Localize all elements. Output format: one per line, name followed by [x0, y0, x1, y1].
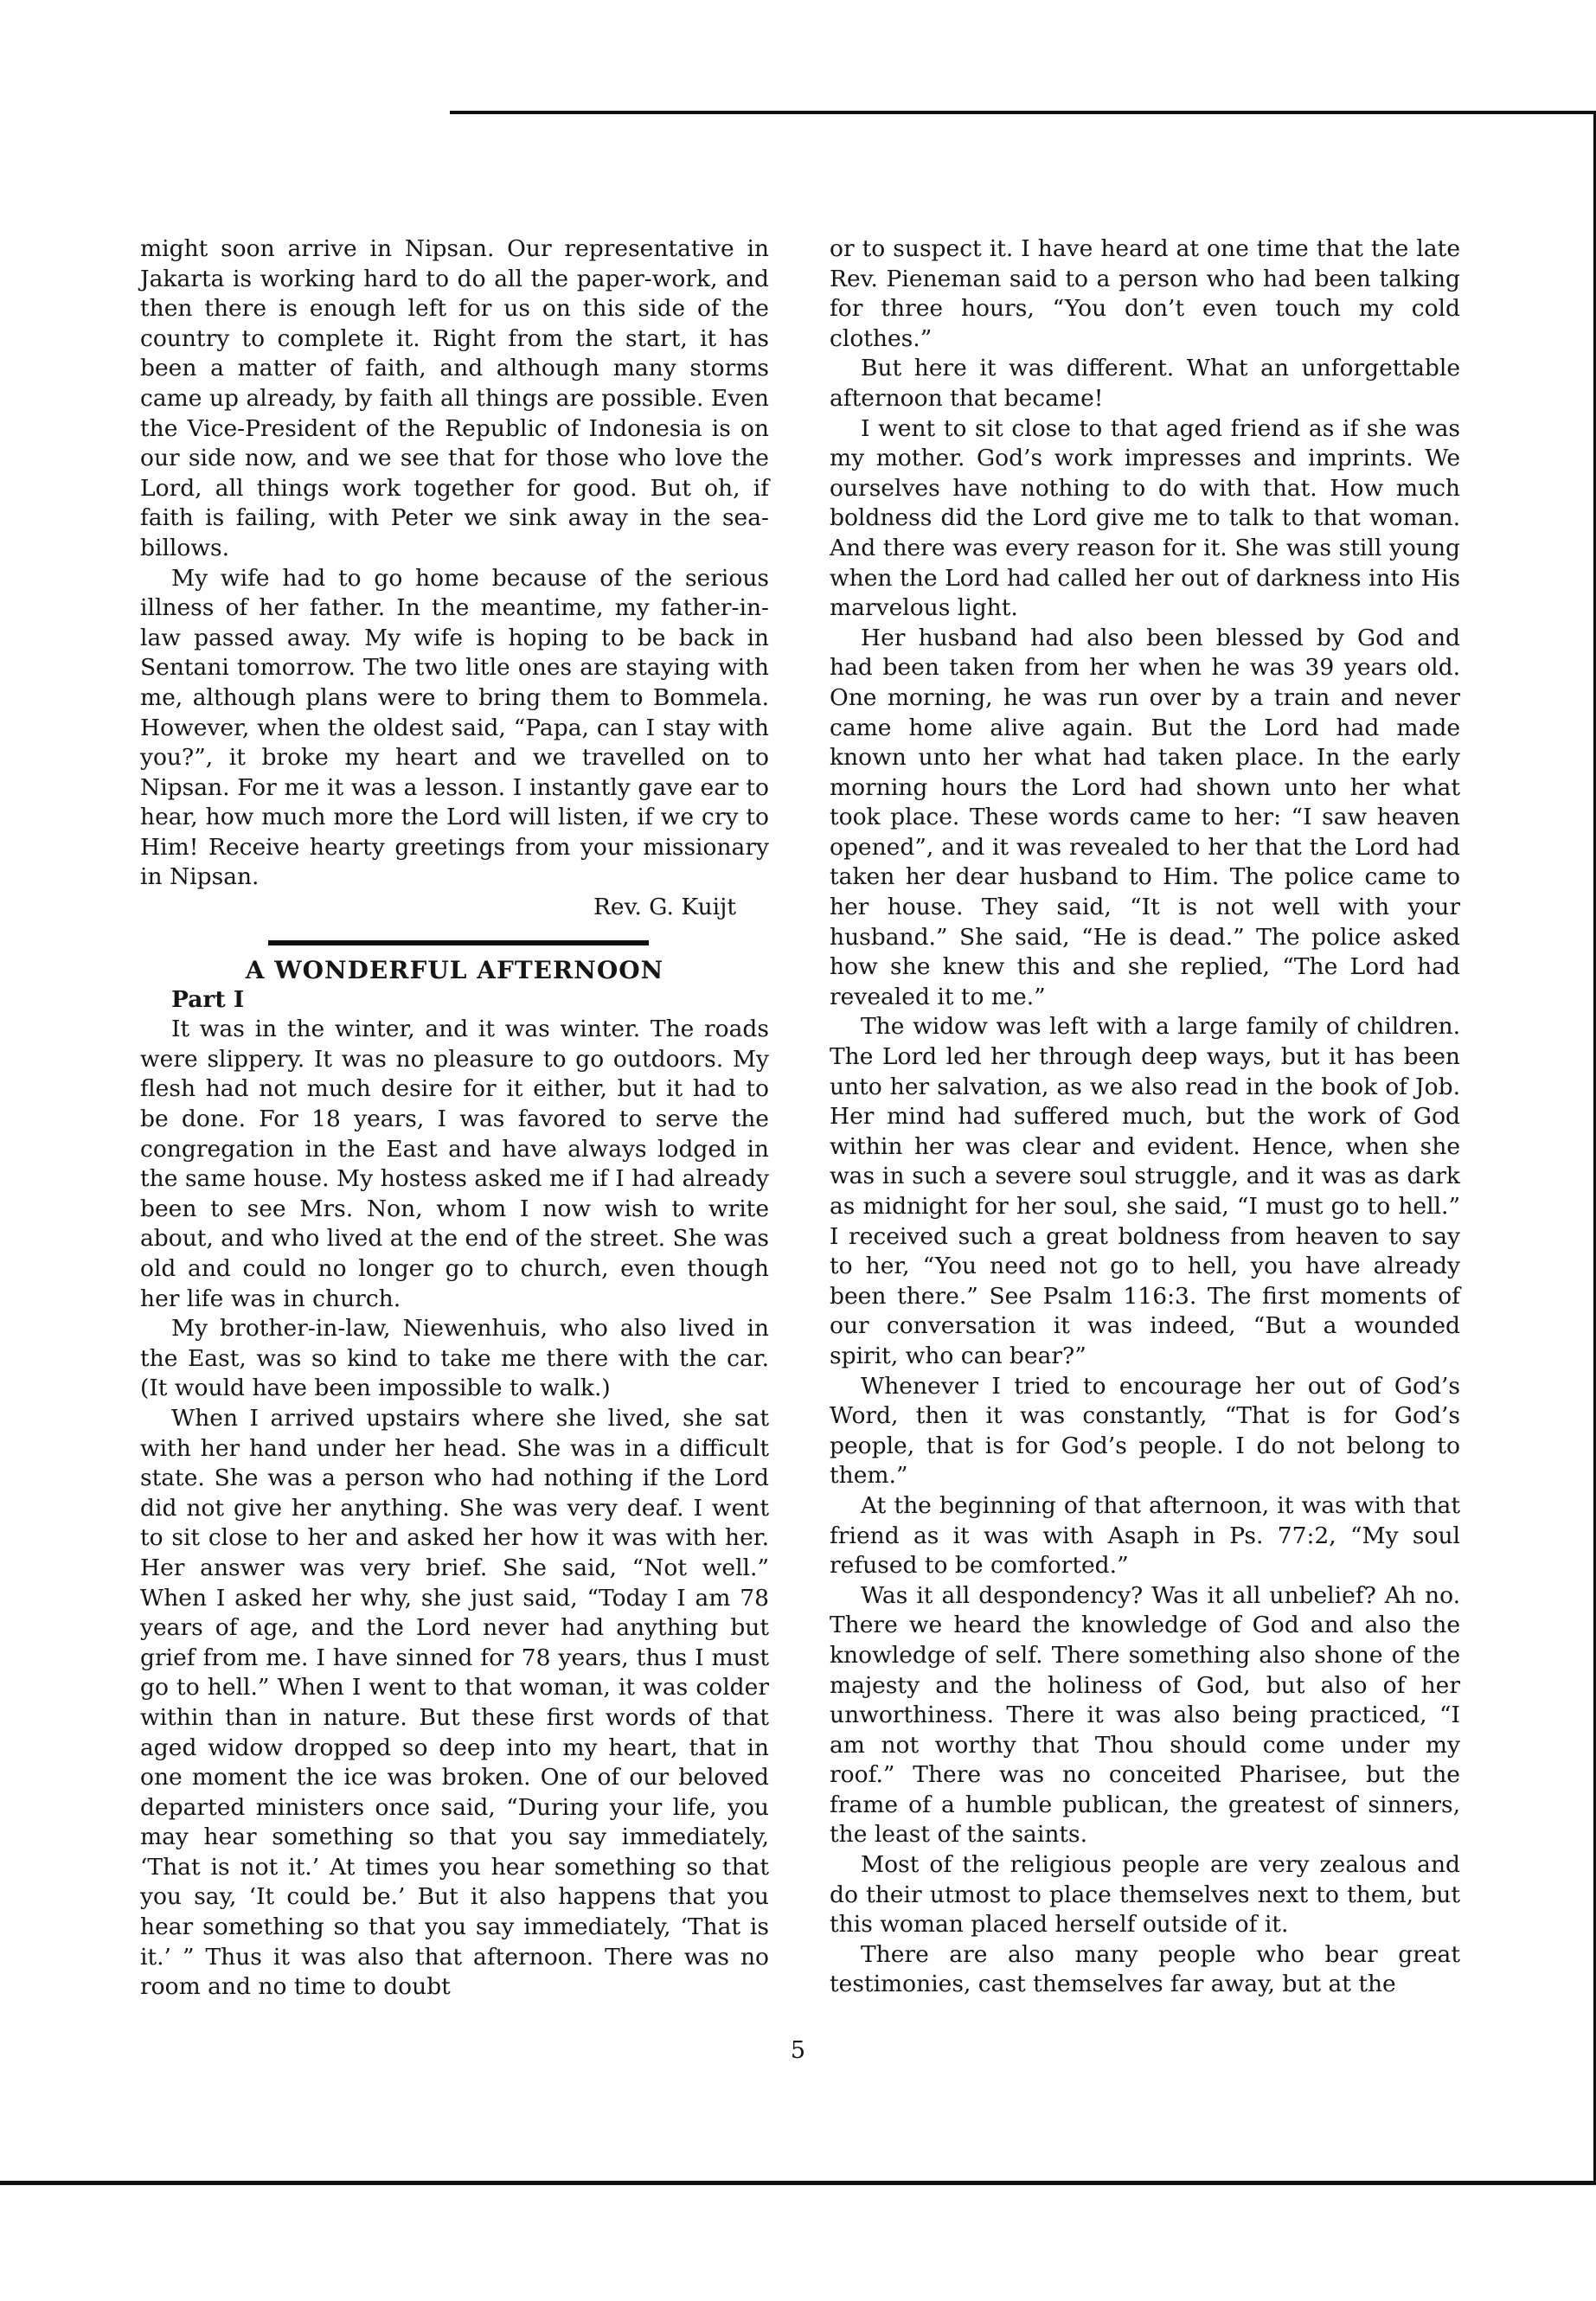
letter-paragraph: might soon arrive in Nipsan. Our representative in Jakarta is working hard to do all the paper-work, and then there is enough left for us on this side of the country to complete it. Right from the start, it has been a matter of faith, and although many storms came up already, by faith all things are possible. Even the Vice-President of the Republic of Indonesia is on our side now, and we see that for those who love the Lord, all things work together for good. But oh, if faith is failing, with Peter we sink away in the sea-billows. [140, 235, 769, 561]
article-paragraph: I went to sit close to that aged friend as if she was my mother. God’s work impresses and imprints. We ourselves have nothing to do with that. How much boldness did the Lord give me to talk to that woman. And there was every reason for it. She was still young when the Lord had called her out of darkness into His marvelous light. [830, 414, 1460, 622]
article-paragraph: But here it was different. What an unforgettable afternoon that became! [830, 355, 1460, 412]
article-paragraph: There are also many people who bear great testimonies, cast themselves far away, but at the [830, 1940, 1460, 1998]
page-number: 5 [790, 2037, 806, 2064]
part-label: Part I [171, 985, 245, 1013]
article-title: A WONDERFUL AFTERNOON [245, 955, 664, 984]
article-paragraph: When I arrived upstairs where she lived, she sat with her hand under her head. She was in a difficult state. She was a person who had nothing if the Lord did not give her anything. She was very deaf. I went to sit close to her and asked her how it was with her. Her answer was very brief. She said, “Not well.” When I asked her why, she just said, “Today I am 78 years of age, and the Lord never had anything but grief from me. I have sinned for 78 years, thus I must go to hell.” When I went to that woman, it was colder within than in nature. But these first words of that aged widow dropped so deep into my heart, that in one moment the ice was broken. One of our beloved departed ministers once said, “During your life, you may hear something so that you say immediately, ‘That is not it.’ At times you hear something so that you say, ‘It could be.’ But it also happens that you hear something so that you say immediately, ‘That is it.’ ” Thus it was also that afternoon. There was no room and no time to doubt [140, 1404, 769, 2001]
right-column [830, 234, 1460, 2000]
letter-paragraph: My wife had to go home because of the serious illness of her father. In the meantime, my father-in-law passed away. My wife is hoping to be back in Sentani tomorrow. The two litle ones are staying with me, although plans were to bring them to Bommela. However, when the oldest said, “Papa, can I stay with you?”, it broke my heart and we travelled on to Nipsan. For me it was a lesson. I instantly gave ear to hear, how much more the Lord will listen, if we cry to Him! Receive hearty greetings from your missionary in Nipsan. [140, 564, 769, 891]
article-paragraph: It was in the winter, and it was winter. The roads were slippery. It was no pleasure to go outdoors. My flesh had not much desire for it either, but it had to be done. For 18 years, I was favored to serve the congregation in the East and have always lodged in the same house. My hostess asked me if I had already been to see Mrs. Non, whom I now wish to write about, and who lived at the end of the street. She was old and could no longer go to church, even though her life was in church. [140, 1016, 769, 1312]
article-paragraph: The widow was left with a large family of children. The Lord led her through deep ways, but it has been unto her salvation, as we also read in the book of Job. Her mind had suffered much, but the work of God within her was clear and evident. Hence, when she was in such a severe soul struggle, and it was as dark as midnight for her soul, she said, “I must go to hell.” I received such a great boldness from heaven to say to her, “You need not go to hell, you have already been there.” See Psalm 116:3. The first moments of our conversation it was indeed, “But a wounded spirit, who can bear?” [830, 1013, 1460, 1369]
article-paragraph: or to suspect it. I have heard at one time that the late Rev. Pieneman said to a person who had been talking for three hours, “You don’t even touch my cold clothes.” [830, 235, 1460, 352]
left-column [140, 234, 769, 2003]
article-paragraph: Whenever I tried to encourage her out of God’s Word, then it was constantly, “That is for God’s people, that is for God’s people. I do not belong to them.” [830, 1372, 1460, 1490]
article-paragraph: Her husband had also been blessed by God and had been taken from her when he was 39 years old. One morning, he was run over by a train and never came home alive again. But the Lord had made known unto her what had taken place. In the early morning hours the Lord had shown unto her what took place. These words came to her: “I saw heaven opened”, and it was revealed to her that the Lord had taken her dear husband to Him. The police came to her house. They said, “It is not well with your husband.” She said, “He is dead.” The police asked how she knew this and she replied, “The Lord had revealed it to me.” [830, 624, 1460, 1010]
article-paragraph: At the beginning of that afternoon, it was with that friend as it was with Asaph in Ps. 77:2, “My soul refused to be comforted.” [830, 1491, 1460, 1580]
letter-signature: Rev. G. Kuijt [593, 894, 736, 921]
article-paragraph: Most of the religious people are very zealous and do their utmost to place themselves next to them, but this woman placed herself outside of it. [830, 1851, 1460, 1939]
article-paragraph: Was it all despondency? Was it all unbelief? Ah no. There we heard the knowledge of God and also the knowledge of self. There something also shone of the majesty and the holiness of God, but also of her unworthiness. There it was also being practiced, “I am not worthy that Thou should come under my roof.” There was no conceited Pharisee, but the frame of a humble publican, the greatest of sinners, the least of the saints. [830, 1581, 1460, 1849]
article-paragraph: My brother-in-law, Niewenhuis, who also lived in the East, was so kind to take me there with the car. (It would have been impossible to walk.) [140, 1315, 769, 1402]
section-divider [268, 940, 649, 945]
